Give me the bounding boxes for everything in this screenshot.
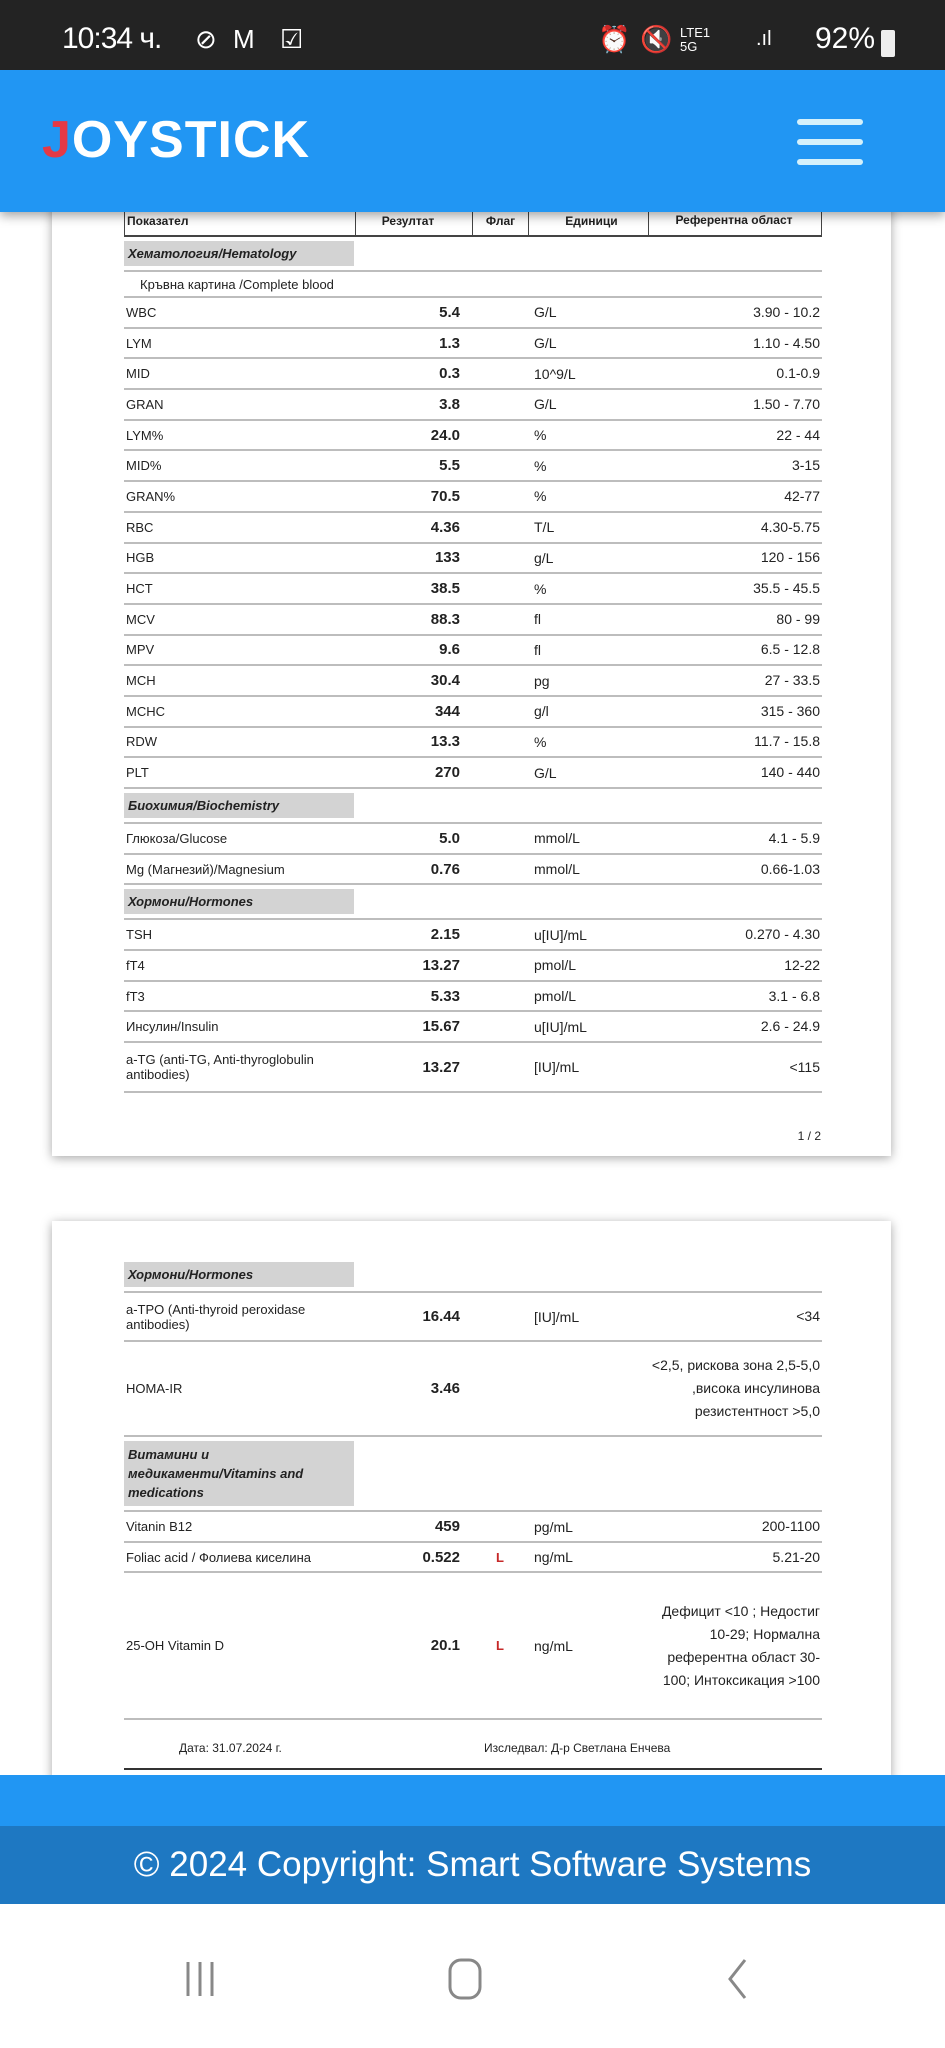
- indicator-name: LYM: [126, 335, 152, 351]
- table-row: [124, 359, 822, 390]
- reference-range: 22 - 44: [776, 426, 820, 443]
- table-row: [124, 1342, 822, 1437]
- indicator-name: Инсулин/Insulin: [126, 1019, 219, 1035]
- battery-level: 92%: [814, 22, 875, 55]
- table-row: [124, 1293, 822, 1342]
- result-value: 20.1: [430, 1637, 460, 1654]
- result-value: 0.522: [422, 1548, 460, 1566]
- unit: 10^9/L: [534, 365, 576, 382]
- copyright: © 2024 Copyright: Smart Software Systems: [133, 1845, 812, 1884]
- indicator-name: GRAN: [126, 396, 164, 412]
- logo-text: OYSTICK: [71, 111, 311, 169]
- indicator-name: HOMA-IR: [126, 1381, 183, 1396]
- unit: T/L: [534, 519, 555, 536]
- unit: pg/mL: [534, 1518, 573, 1535]
- table-row: [124, 920, 822, 951]
- unit: %: [534, 427, 547, 444]
- signal-icon: .ıl: [756, 28, 772, 50]
- reference-range: 140 - 440: [760, 764, 820, 781]
- unit: G/L: [534, 335, 557, 352]
- table-row: [124, 666, 822, 697]
- result-value: 13.27: [422, 956, 460, 974]
- table-row: [124, 1043, 822, 1093]
- network-indicator: LTE1 5G: [680, 25, 711, 54]
- result-value: 459: [434, 1518, 460, 1535]
- indicator-name: Хормони/Hormones: [124, 1262, 354, 1287]
- table-row: [124, 636, 822, 667]
- table-row: [124, 1543, 822, 1573]
- result-value: 30.4: [430, 672, 460, 690]
- reference-range: 4.30-5.75: [760, 518, 820, 535]
- reference-range: 0.1-0.9: [776, 365, 820, 382]
- reference-range: 200-1100: [761, 1518, 820, 1534]
- reference-range: 11.7 - 15.8: [754, 733, 820, 750]
- unit: %: [534, 733, 547, 750]
- indicator-name: Биохимия/Biochemistry: [124, 793, 354, 818]
- result-value: 38.5: [430, 580, 460, 598]
- unit: %: [534, 580, 547, 597]
- indicator-name: MPV: [126, 642, 155, 658]
- result-value: 16.44: [422, 1308, 460, 1325]
- indicator-name: Mg (Магнезий)/Magnesium: [126, 861, 285, 877]
- result-value: 5.4: [439, 303, 460, 321]
- indicator-name: a-TG (anti-TG, Anti-thyroglobulin antibodies): [126, 1052, 314, 1083]
- android-nav-bar: [0, 1904, 945, 2048]
- unit: fl: [534, 641, 541, 658]
- unit: u[IU]/mL: [534, 1018, 587, 1035]
- reference-range: 3.90 - 10.2: [753, 303, 820, 320]
- indicator-name: GRAN%: [126, 488, 176, 504]
- page-number: 1 / 2: [797, 1129, 821, 1143]
- flag: L: [496, 1638, 504, 1653]
- recent-apps-icon[interactable]: [180, 1954, 230, 2004]
- unit: pmol/L: [534, 988, 577, 1005]
- reference-range: 3-15: [791, 457, 820, 474]
- footer-band: [0, 1775, 945, 1826]
- unit: %: [534, 488, 547, 505]
- reference-range: 0.66-1.03: [760, 860, 820, 877]
- unit: %: [534, 457, 547, 474]
- result-value: 13.3: [430, 733, 460, 751]
- indicator-name: LYM%: [126, 427, 164, 443]
- reference-range: 35.5 - 45.5: [753, 580, 820, 597]
- gmail-icon: M: [233, 24, 255, 54]
- reference-range: 3.1 - 6.8: [768, 987, 820, 1004]
- unit: G/L: [534, 764, 557, 781]
- mute-icon: 🔇: [640, 24, 673, 54]
- table-row: [124, 728, 822, 759]
- section-header: [124, 1437, 822, 1512]
- result-value: 0.76: [430, 860, 460, 878]
- indicator-name: Хематология/Hematology: [124, 241, 354, 266]
- unit: mmol/L: [534, 861, 580, 878]
- result-value: 5.0: [439, 829, 460, 847]
- reference-range: 80 - 99: [776, 610, 820, 627]
- unit: G/L: [534, 304, 557, 321]
- table-row: [124, 951, 822, 982]
- indicator-name: MID%: [126, 458, 162, 474]
- reference-range: 0.270 - 4.30: [745, 926, 820, 943]
- reference-range: <2,5, рискова зона 2,5-5,0 ,висока инсулинова резистентност >5,0: [651, 1357, 820, 1419]
- reference-range: 1.10 - 4.50: [753, 334, 820, 351]
- col-result: Резултат: [355, 206, 472, 235]
- table-row: [124, 1012, 822, 1043]
- reference-range: <34: [796, 1308, 820, 1324]
- battery-icon: [881, 30, 895, 57]
- table-row: [124, 390, 822, 421]
- report-viewer[interactable]: [0, 212, 945, 1775]
- unit: g/l: [534, 703, 549, 720]
- col-reference: Референтна област: [648, 206, 822, 235]
- section-header: [124, 1258, 822, 1293]
- unit: g/L: [534, 549, 554, 566]
- result-value: 70.5: [430, 487, 460, 505]
- result-value: 24.0: [430, 426, 460, 444]
- unit: pmol/L: [534, 957, 577, 974]
- reference-range: 1.50 - 7.70: [753, 395, 820, 412]
- report-page-1: [52, 150, 891, 1156]
- table-row: [124, 697, 822, 728]
- result-value: 3.46: [430, 1380, 460, 1397]
- back-icon[interactable]: [715, 1954, 765, 2004]
- reference-range: <115: [789, 1058, 820, 1075]
- indicator-name: fT3: [126, 988, 145, 1004]
- table-row: [124, 605, 822, 636]
- unit: fl: [534, 611, 541, 628]
- section-header: [124, 789, 822, 824]
- result-value: 9.6: [439, 641, 460, 659]
- unit: ng/mL: [534, 1637, 573, 1654]
- unit: ng/mL: [534, 1549, 573, 1565]
- indicator-name: Vitanin B12: [126, 1519, 193, 1534]
- indicator-name: MCV: [126, 611, 155, 627]
- flag: L: [496, 1549, 504, 1565]
- reference-range: 120 - 156: [760, 549, 820, 566]
- indicator-name: HGB: [126, 550, 155, 566]
- indicator-name: WBC: [126, 304, 157, 320]
- result-value: 4.36: [430, 518, 460, 536]
- logo-j: J: [42, 111, 72, 169]
- indicator-name: RBC: [126, 519, 154, 535]
- unit: [IU]/mL: [534, 1308, 580, 1325]
- unit: pg: [534, 672, 550, 689]
- section-header: [124, 885, 822, 920]
- table-row: [124, 513, 822, 544]
- reference-range: 27 - 33.5: [764, 672, 820, 689]
- indicator-name: MID: [126, 366, 150, 382]
- signature-line: [124, 1735, 822, 1770]
- table-row: [124, 1573, 822, 1720]
- indicator-name: a-TPO (Anti-thyroid peroxidase antibodies): [126, 1301, 306, 1332]
- reference-range: 12-22: [784, 956, 820, 973]
- indicator-name: MCHC: [126, 703, 165, 719]
- result-value: 1.3: [439, 334, 460, 352]
- report-date: Дата: 31.07.2024 г.: [179, 1741, 282, 1755]
- hamburger-menu-icon[interactable]: [797, 119, 863, 165]
- logo[interactable]: [42, 110, 310, 170]
- indicator-name: 25-OH Vitamin D: [126, 1638, 225, 1653]
- unit: mmol/L: [534, 830, 580, 847]
- indicator-name: Хормони/Hormones: [124, 889, 354, 914]
- indicator-name: HCT: [126, 581, 153, 597]
- status-bar: [0, 0, 945, 70]
- unit: u[IU]/mL: [534, 926, 587, 943]
- reference-range: Дефицит <10 ; Недостиг 10-29; Нормална референтна област 30-100; Интоксикация >100: [661, 1602, 820, 1688]
- results-table-page-2: [124, 1258, 822, 1720]
- table-row: [124, 544, 822, 575]
- result-value: 3.8: [439, 395, 460, 413]
- result-value: 5.5: [439, 457, 460, 475]
- indicator-name: TSH: [126, 927, 152, 943]
- results-table-page-1: [124, 205, 822, 1093]
- result-value: 344: [434, 702, 460, 720]
- result-value: 5.33: [430, 987, 460, 1005]
- table-row: [124, 329, 822, 360]
- indicator-name: PLT: [126, 765, 149, 781]
- unit: G/L: [534, 396, 557, 413]
- table-row: [124, 758, 822, 789]
- table-row: [124, 1512, 822, 1543]
- section-header: [124, 237, 822, 272]
- reference-range: 5.21-20: [772, 1548, 820, 1565]
- reference-range: 315 - 360: [760, 702, 820, 719]
- reference-range: 2.6 - 24.9: [760, 1018, 820, 1035]
- col-units: Единици: [528, 206, 648, 235]
- clock: 10:34 ч.: [62, 22, 162, 55]
- site-header: [0, 70, 945, 212]
- indicator-name: Витамини и медикаменти/Vitamins and medications: [124, 1441, 354, 1506]
- table-row: [124, 855, 822, 886]
- unit: [IU]/mL: [534, 1059, 580, 1076]
- table-row: [124, 421, 822, 452]
- alarm-icon: ⏰: [598, 24, 631, 54]
- result-value: 270: [434, 764, 460, 782]
- table-row: [124, 451, 822, 482]
- indicator-name: Foliac acid / Фолиева киселина: [126, 1549, 311, 1565]
- indicator-name: Глюкоза/Glucose: [126, 830, 228, 846]
- table-row: [124, 982, 822, 1013]
- indicator-name: MCH: [126, 673, 156, 689]
- checkbox-notification-icon: ☑: [280, 24, 304, 54]
- reference-range: 42-77: [784, 487, 820, 504]
- indicator-name: RDW: [126, 734, 158, 750]
- result-value: 88.3: [430, 610, 460, 628]
- table-row: [124, 298, 822, 329]
- table-row: [124, 824, 822, 855]
- result-value: 15.67: [422, 1018, 460, 1036]
- result-value: 0.3: [439, 365, 460, 383]
- reference-range: 4.1 - 5.9: [768, 829, 820, 846]
- col-flag: Флаг: [472, 206, 528, 235]
- result-value: 13.27: [422, 1058, 460, 1076]
- table-row: [124, 272, 822, 298]
- col-indicator: Показател: [124, 206, 355, 235]
- reference-range: 6.5 - 12.8: [760, 641, 820, 658]
- table-row: [124, 482, 822, 513]
- app-notification-icon: ⊘: [195, 24, 217, 54]
- table-row: [124, 574, 822, 605]
- indicator-name: Кръвна картина /Complete blood: [140, 276, 334, 292]
- indicator-name: fT4: [126, 957, 145, 973]
- report-page-2: [52, 1221, 891, 1781]
- result-value: 2.15: [430, 926, 460, 944]
- footer: [0, 1826, 945, 1904]
- home-icon[interactable]: [445, 1954, 495, 2004]
- result-value: 133: [434, 549, 460, 567]
- examiner: Изследвал: Д-р Светлана Енчева: [484, 1741, 671, 1755]
